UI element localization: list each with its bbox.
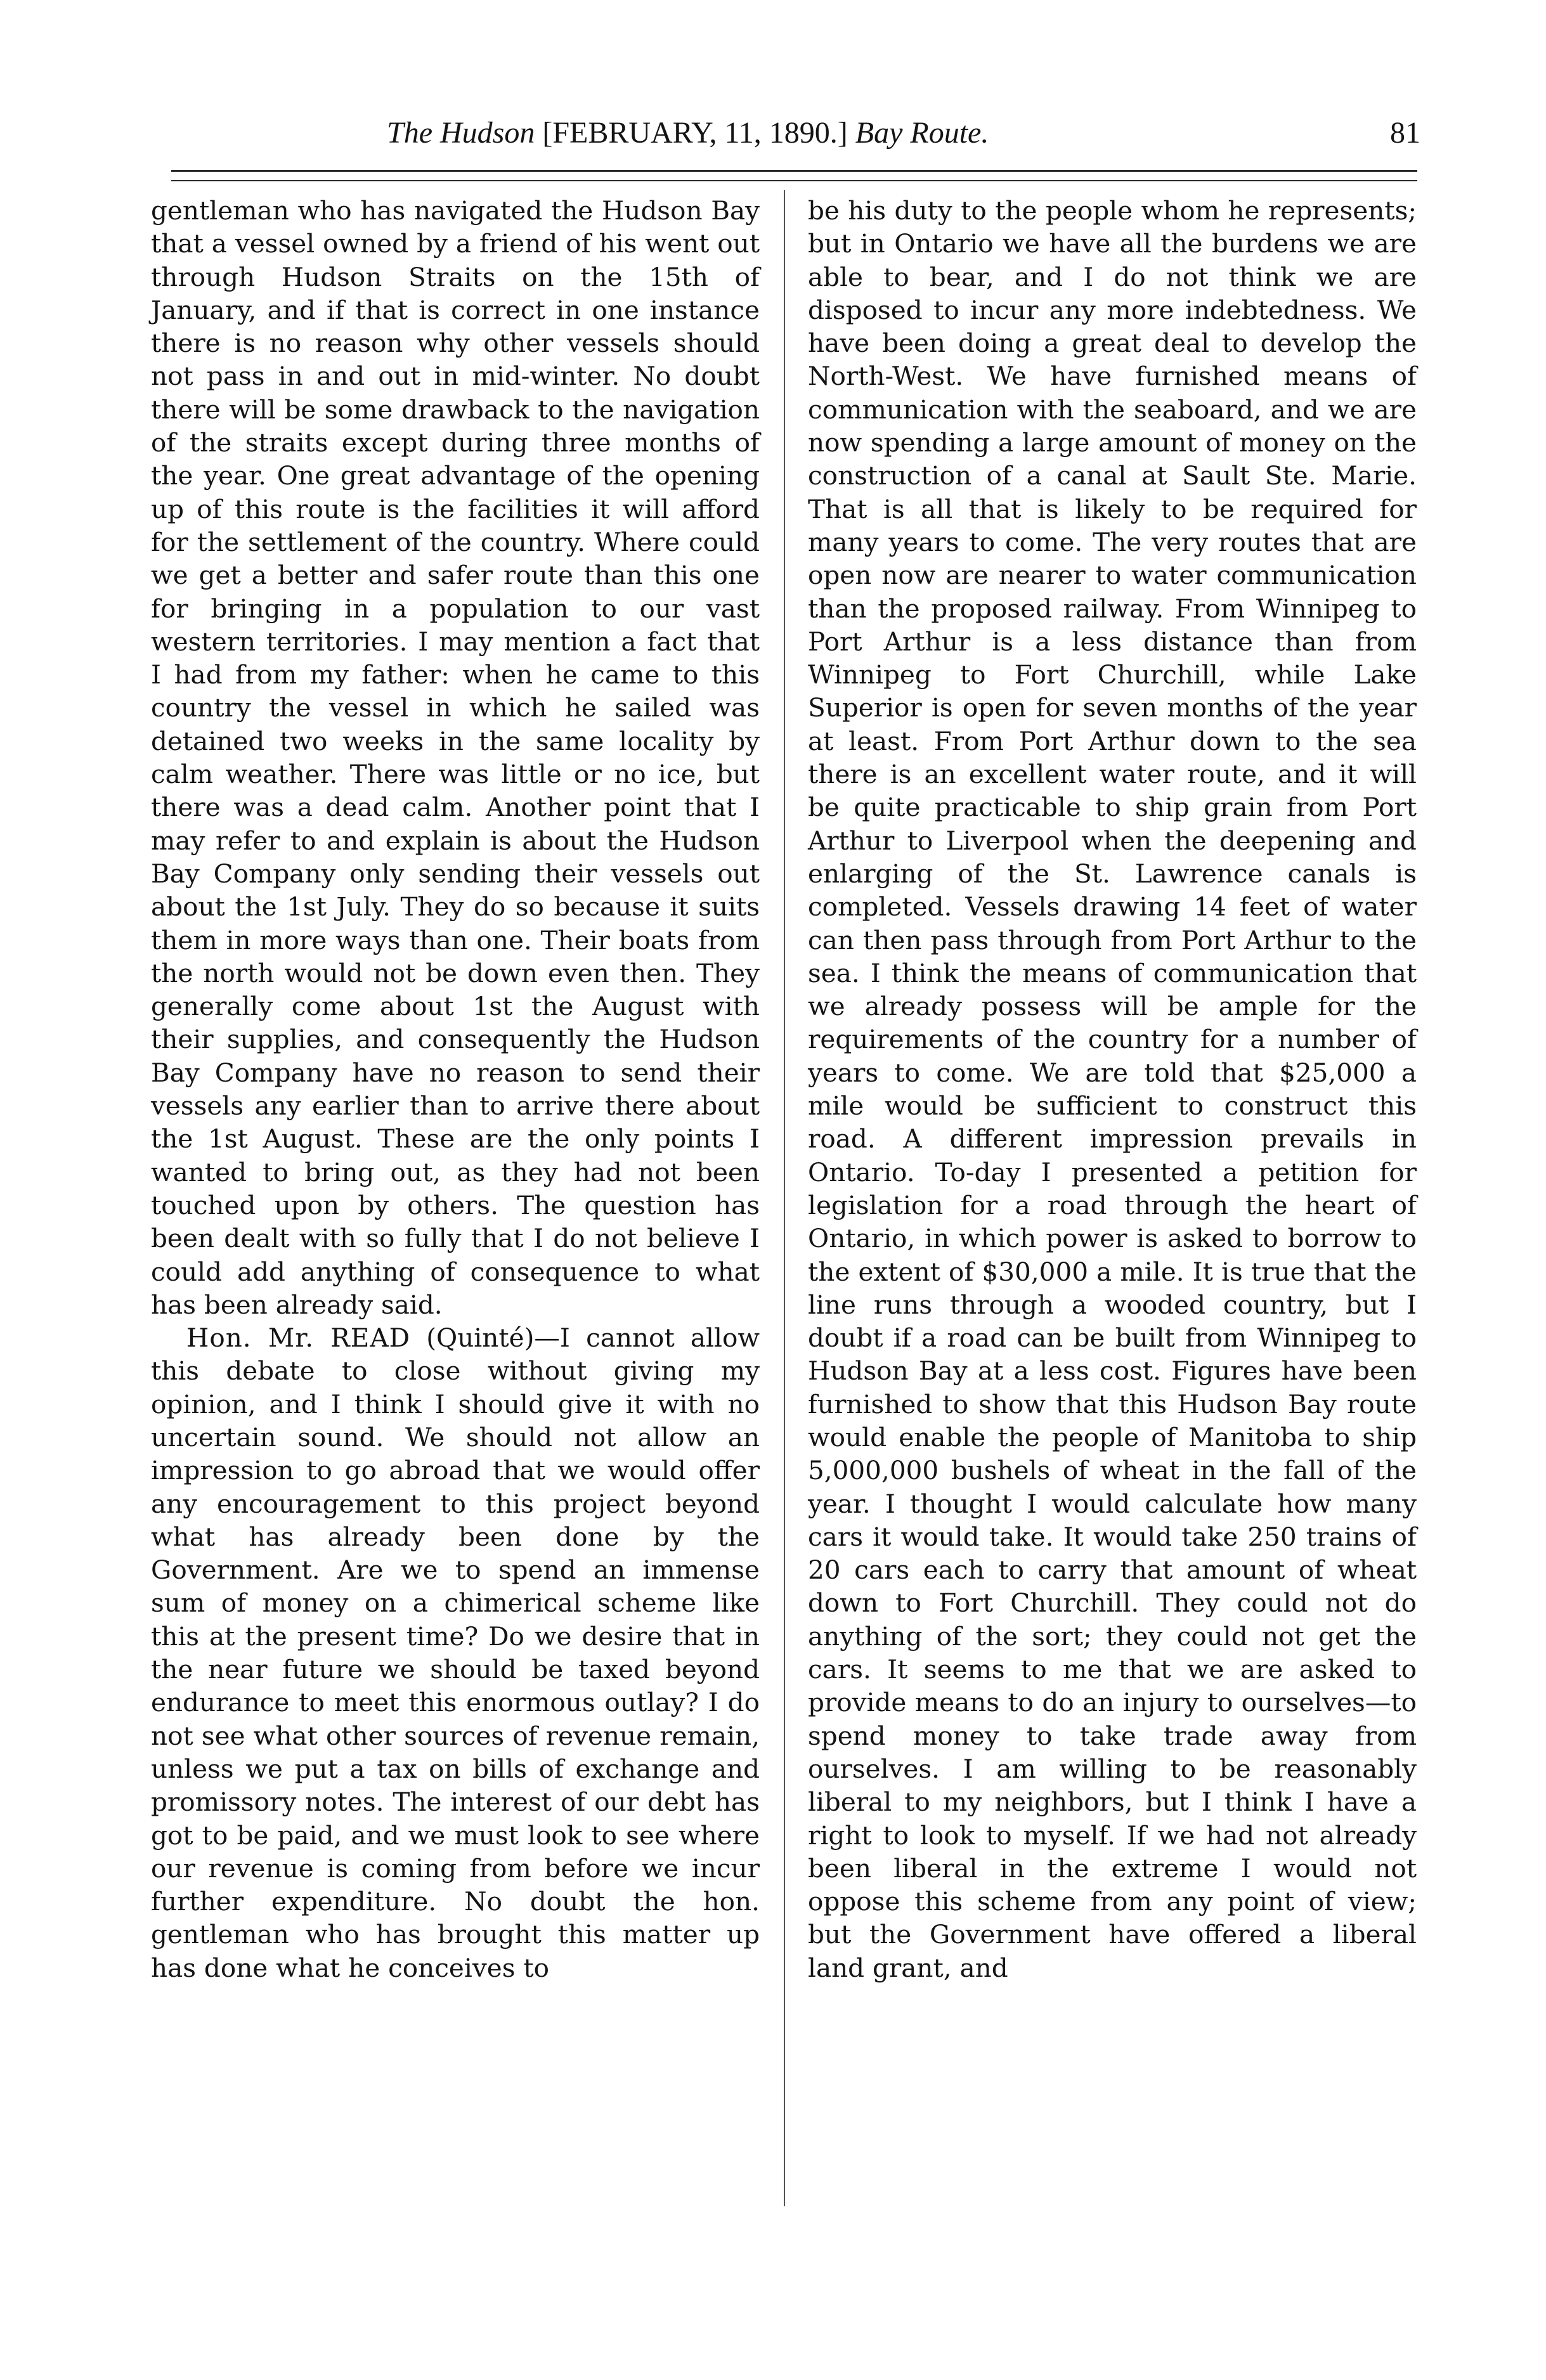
running-head-title-right: Bay Route. [855,116,989,150]
left-column [151,194,760,1984]
page-number: 81 [1390,116,1420,150]
running-head [387,108,989,158]
right-column [808,194,1417,1984]
right-paragraph-1: be his duty to the people whom he represents; but in Ontario we have all the burdens we are able to bear, and I do not think we are disposed to incur any more indebtedness. We have been doing a great deal to develop the North-West. We have furnished means of communication with the seaboard, and we are now spending a large amount of money on the construction of a canal at Sault Ste. Marie. That is all that is likely to be required for many years to come. The very routes that are open now are nearer to water communication than the proposed railway. From Winnipeg to Port Arthur is a less distance than from Winnipeg to Fort Churchill, while Lake Superior is open for seven months of the year at least. From Port Arthur down to the sea there is an excellent water route, and it will be quite practicable to ship grain from Port Arthur to Liverpool when the deepening and enlarging of the St. Lawrence canals is completed. Vessels drawing 14 feet of water can then pass through from Port Arthur to the sea. I think the means of communication that we already possess will be ample for the requirements of the country for a number of years to come. We are told that $25,000 a mile would be sufficient to construct this road. A different impression prevails in Ontario. To-day I presented a petition for legislation for a road through the heart of Ontario, in which power is asked to borrow to the extent of $30,000 a mile. It is true that the line runs through a wooded country, but I doubt if a road can be built from Winnipeg to Hudson Bay at a less cost. Figures have been furnished to show that this Hudson Bay route would enable the people of Manitoba to ship 5,000,000 bushels of wheat in the fall of the year. I thought I would calculate how many cars it would take. It would take 250 trains of 20 cars each to carry that amount of wheat down to Fort Churchill. They could not do anything of the sort; they could not get the cars. It seems to me that we are asked to provide means to do an injury to ourselves—to spend money to take trade away from ourselves. I am willing to be reasonably liberal to my neighbors, but I think I have a right to look to myself. If we had not already been liberal in the extreme I would not oppose this scheme from any point of view; but the Government have offered a liberal land grant, and [808,195,1417,1983]
running-head-date: [FEBRUARY, 11, 1890.] [542,116,848,150]
speaker-name: Hon. Mr. READ [186,1323,411,1354]
column-divider [784,190,785,2206]
header-rule-secondary [171,180,1417,181]
left-paragraph-1: gentleman who has navigated the Hudson Bay that a vessel owned by a friend of his went out through Hudson Straits on the 15th of January, and if that is correct in one instance there is no reason why other vessels should not pass in and out in mid-winter. No doubt there will be some drawback to the navigation of the straits except during three months of the year. One great advantage of the opening up of this route is the facilities it will afford for the settlement of the country. Where could we get a better and safer route than this one for bringing in a population to our vast western territories. I may mention a fact that I had from my father: when he came to this country the vessel in which he sailed was detained two weeks in the same locality by calm weather. There was little or no ice, but there was a dead calm. Another point that I may refer to and explain is about the Hudson Bay Company only sending their vessels out about the 1st July. They do so because it suits them in more ways than one. Their boats from the north would not be down even then. They generally come about 1st the August with their supplies, and consequently the Hudson Bay Company have no reason to send their vessels any earlier than to arrive there about the 1st August. These are the only points I wanted to bring out, as they had not been touched upon by others. The question has been dealt with so fully that I do not believe I could add anything of consequence to what has been already said. [151,195,760,1320]
header-rule [171,170,1417,172]
left-paragraph-2 [151,1321,760,1984]
page-header [152,108,1420,158]
left-paragraph-2-text: (Quinté)—I cannot allow this debate to close without giving my opinion, and I think I should give it with no uncertain sound. We should not allow an impression to go abroad that we would offer any encouragement to this project beyond what has already been done by the Government. Are we to spend an immense sum of money on a chimerical scheme like this at the present time? Do we desire that in the near future we should be taxed beyond endurance to meet this enormous outlay? I do not see what other sources of revenue remain, unless we put a tax on bills of exchange and promissory notes. The interest of our debt has got to be paid, and we must look to see where our revenue is coming from before we incur further expenditure. No doubt the hon. gentleman who has brought this matter up has done what he conceives to [151,1323,760,1983]
running-head-title-left: The Hudson [387,116,535,150]
